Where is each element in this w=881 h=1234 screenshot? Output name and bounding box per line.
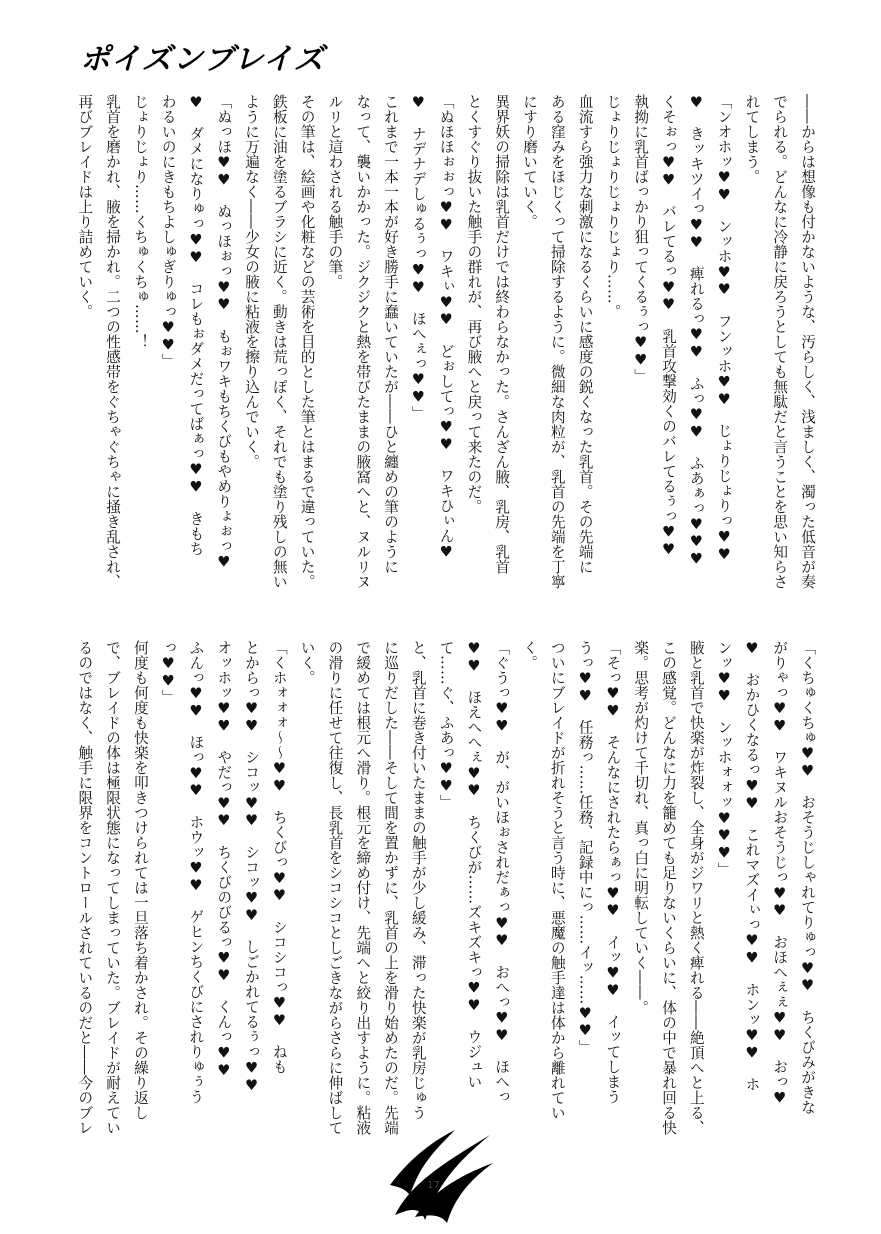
- text-line: 楽。思考が灼けて千切れ、真っ白に明転していく――。: [632, 640, 650, 1015]
- text-line: ♥ おかひくなるっ♥♥ これマズイぃっ♥♥ ホンッ♥♥ ホ: [743, 640, 761, 1092]
- text-line: ついにブレイドが折れそうと言う時に、悪魔の触手達は体から離れてい: [548, 640, 566, 1120]
- text-line: その筆は、絵画や化粧などの芸術を目的とした筆とはまるで違っていた。: [298, 94, 316, 589]
- text-line: 「くちゅくちゅ♥♥ おそうじしゃれてりゅっ♥♥ ちくびみがきな: [799, 640, 816, 1115]
- text-line: 腋と乳首で快楽が炸裂し、全身がジワリと熱く痺れる――絶頂へと上る、: [687, 640, 705, 1135]
- text-line: に巡りだした――そして間を置かずに、乳首の上を滑り始めたのだ。先端: [382, 640, 400, 1135]
- text-line: わるいのにきもちよしゅぎりゅっ♥♥」: [159, 94, 177, 369]
- text-line: て……ぐ、ふあっ♥♥」: [437, 640, 455, 810]
- text-line: ある窪みをほじくって掃除するように。微細な肉粒が、乳首の先端を丁寧: [548, 94, 566, 589]
- text-line: いく。: [298, 640, 316, 685]
- text-line: とくすぐり抜いた触手の群れが、再び腋へと戻って来たのだ。: [465, 94, 483, 514]
- text-line: 「くホォォォ～～♥♥ ちくびっ♥♥ シコシコっ♥♥ ねも: [270, 640, 288, 1075]
- text-line: にすり磨いていく。: [521, 94, 539, 229]
- text-line: 鉄板に油を塗るブラシに近く。動きは荒っぽく、それでも塗り残しの無い: [270, 94, 288, 589]
- text-line: ♥♥ ほえへへぇ♥♥ ちくびが……ズキズキっ♥♥ ウジュい: [465, 640, 483, 1090]
- text-line: で、ブレイドの体は極限状態になってしまっていた。ブレイドが耐えてい: [104, 640, 122, 1135]
- text-line: 「ぬほほぉぉっ♥♥ ワキぃ♥♥ どぉしてっ♥♥ ワキひぃん♥: [437, 94, 455, 561]
- text-line: 再びブレイドは上り詰めていく。: [76, 94, 94, 319]
- text-column-top: [76, 94, 821, 624]
- text-line: これまで一本一本が好き勝手に蠢いていたが――ひと纏めの筆のように: [382, 94, 400, 574]
- text-line: く。: [521, 640, 539, 670]
- text-line: ――からは想像も付かないような、汚らしく、浅ましく、濁った低音が奏: [799, 94, 816, 589]
- text-line: がりゃっ♥♥ ワキヌルおそうじっ♥♥ おほへぇぇ♥♥ おっ♥: [771, 640, 789, 1107]
- text-line: ♥ ダメになりゅっ♥♥ コレもぉダメだってばぁっ♥♥ きもち: [187, 94, 205, 556]
- text-line: じょりじょり……くちゅくちゅ……！: [131, 94, 149, 349]
- text-line: で緩めては根元へ滑り。根元を締め付け、先端へと絞り出すように。粘液: [354, 640, 372, 1135]
- text-column-bottom: [76, 640, 821, 1135]
- text-line: 「ぐうっ♥♥ が、がいほぉされだぁっ♥♥ おへっ♥♥ ほへっ: [493, 640, 511, 1105]
- text-line: うっ♥♥ 任務っ……任務、記録中にっ……イッ……♥♥」: [576, 640, 594, 1055]
- text-line: 「ぬっほ♥♥ ぬっほぉっ♥♥ もぉワキもちくびもやめりょぉっ♥: [215, 94, 233, 571]
- text-line: ように万遍なく――少女の腋に粘液を擦り込んでいく。: [243, 94, 261, 469]
- text-line: 執拗に乳首ばっかり狙ってくるぅっ♥♥」: [632, 94, 650, 384]
- text-line: と、乳首に巻き付いたままの触手が少し緩み、滞った快楽が乳房じゅう: [409, 640, 427, 1120]
- text-line: オッホッ♥♥ やだっ♥♥ ちくびのびるっ♥♥ くんっ♥♥: [215, 640, 233, 1080]
- text-line: くそぉっ♥♥ バレてるっ♥♥ 乳首攻撃効くのバレてるぅっ♥♥: [660, 94, 678, 559]
- page-title: ポイズンブレイズ: [80, 42, 325, 77]
- text-line: でられる。どんなに冷静に戻ろうとしても無駄だと言うことを思い知らさ: [771, 94, 789, 589]
- text-line: ルリと這わされる触手の筆。: [326, 94, 344, 289]
- text-line: とからっ♥♥ シコッ♥♥ シコッ♥♥ しごかれてるぅっ♥♥: [243, 640, 261, 1095]
- text-line: れてしまう。: [743, 94, 761, 184]
- text-line: るのではなく、触手に限界をコントロールされているのだと――今のブレ: [76, 640, 94, 1135]
- text-line: 「そっ♥♥ そんなにされたらぁっ♥♥ イッ♥♥ イッてしまう: [604, 640, 622, 1105]
- text-line: 血流すら強力な刺激になるくらいに感度の鋭くなった乳首。その先端に: [576, 94, 594, 574]
- text-line: じょりじょりじょりじょり……。: [604, 94, 622, 319]
- text-line: ンッ♥♥ ンッホォォッ♥♥♥」: [715, 640, 733, 877]
- claw-mark-emblem-icon: [385, 1125, 500, 1225]
- text-line: 異界妖の掃除は乳首だけでは終わらなかった。さんざん腋、乳房、乳首: [493, 94, 511, 574]
- text-line: ♥ きッキツイっ♥♥ 痺れるっ♥♥ ふっ♥♥ ふあぁっ♥♥♥: [687, 94, 705, 568]
- text-line: の滑りに任せて往復し、長乳首をシコシコとしごきながらさらに伸ばして: [326, 640, 344, 1135]
- text-line: この感覚。どんなに力を籠めても足りないくらいに、体の中で暴れ回る快: [660, 640, 678, 1135]
- text-line: ふんっ♥♥ ほっ♥♥ ホウッ♥♥ ゲヒンちくびにされりゅぅう: [187, 640, 205, 1105]
- text-line: 何度も何度も快楽を叩きつけられては一旦落ち着かされ。その繰り返し: [131, 640, 149, 1120]
- text-line: 乳首を磨かれ、腋を掃かれ。二つの性感帯をぐちゃぐちゃに掻き乱され、: [104, 94, 122, 589]
- text-line: ♥ ナデナデしゅるぅっ♥♥ ほへぇっ♥♥」: [409, 94, 427, 421]
- text-line: なって、襲いかかった。ジクジクと熱を帯びたままの腋窩へと、ヌルリヌ: [354, 94, 372, 589]
- page-number: 17: [427, 1180, 440, 1191]
- text-line: 「ンオホッ♥♥ ンッホ♥♥ フンッホ♥♥ じょりじょりっ♥♥: [715, 94, 733, 564]
- text-line: っ♥♥」: [159, 640, 177, 705]
